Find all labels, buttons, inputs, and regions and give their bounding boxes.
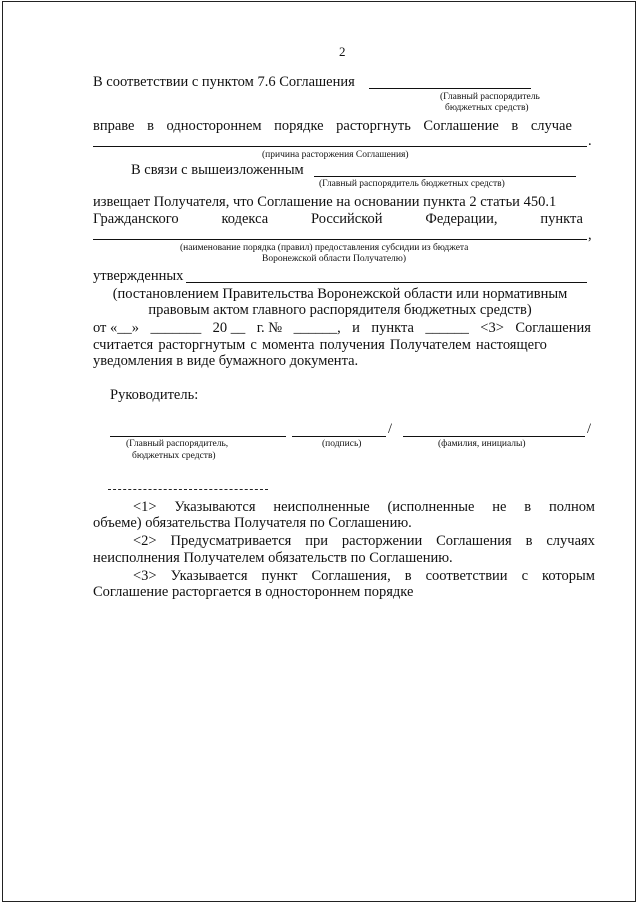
date-field: пункта — [371, 320, 414, 336]
p1-reason-caption: (причина расторжения Соглашения) — [262, 150, 409, 160]
p2-comma: , — [588, 227, 592, 243]
p2-line1: извещает Получателя, что Соглашение на основании пункта 2 статьи 450.1 — [93, 194, 557, 210]
word: одностороннем — [166, 118, 262, 134]
date-field: г. № — [256, 320, 283, 336]
sign-slash-2: / — [587, 421, 592, 437]
word: которым — [542, 568, 595, 584]
date-field: 20 __ — [212, 320, 246, 336]
date-field: <3> — [480, 320, 504, 336]
word: неисполненные — [273, 499, 370, 515]
sign-name-caption: (фамилия, инициалы) — [438, 439, 526, 449]
p2-order-caption-a: (наименование порядка (правил) предоставления субсидии из бюджета — [180, 243, 469, 253]
p1-gr-caption2: бюджетных средств) — [445, 103, 529, 113]
date-field: Соглашения — [515, 320, 591, 336]
word: в — [524, 499, 532, 515]
page-number: 2 — [339, 44, 346, 59]
p2-line5: считается расторгнутым с момента получения Получателем настоящего — [93, 337, 547, 353]
sign-signature-blank — [292, 436, 386, 437]
signature-head: Руководитель: — [110, 387, 199, 403]
p2-approved: утвержденных — [93, 268, 184, 284]
date-field: ______ — [425, 320, 469, 336]
sign-gr-caption1: (Главный распорядитель, — [126, 439, 229, 449]
p2-order-caption-b: Воронежской области Получателю) — [262, 254, 407, 264]
word: (исполненные — [387, 499, 475, 515]
date-field: ______, — [293, 320, 341, 336]
word: Указывается — [170, 568, 248, 584]
p2-decree2: правовым актом главного распорядителя бюджетных средств) — [148, 302, 532, 318]
word: вправе — [93, 118, 135, 134]
word: Гражданского — [93, 211, 179, 227]
word: Соглашения, — [311, 568, 391, 584]
date-field: от «__» — [93, 320, 140, 336]
p1-gr-blank — [369, 88, 531, 89]
word: Федерации, — [425, 211, 498, 227]
word: в — [404, 568, 412, 584]
word: полном — [548, 499, 595, 515]
p1-line2 — [93, 118, 572, 134]
p2-approved-blank — [186, 282, 587, 283]
p2-date-line — [93, 320, 591, 336]
word: кодекса — [221, 211, 269, 227]
p1-gr-caption1: (Главный распорядитель — [440, 92, 540, 102]
footnote-3-line2: Соглашение расторгается в одностороннем порядке — [93, 584, 414, 600]
footnote-1-line2: объеме) обязательства Получателя по Соглашению. — [93, 515, 412, 531]
date-field: и — [352, 320, 360, 336]
p2-decree1: (постановлением Правительства Воронежской области или нормативным — [112, 286, 568, 302]
page-frame — [2, 1, 636, 902]
word: <1> — [133, 499, 157, 515]
word: пункта — [540, 211, 583, 227]
word: Предусматривается — [170, 533, 292, 549]
word: Российской — [311, 211, 383, 227]
footnote-2-line1 — [133, 533, 595, 549]
p1-lead: В соответствии с пунктом 7.6 Соглашения — [93, 74, 355, 90]
word: расторгнуть — [336, 118, 411, 134]
word: в — [147, 118, 154, 134]
p2-gr-blank — [314, 176, 576, 177]
word: при — [305, 533, 329, 549]
word: не — [492, 499, 507, 515]
sign-name-blank — [403, 436, 585, 437]
word: <3> — [133, 568, 157, 584]
sign-slash-1: / — [388, 421, 393, 437]
p1-reason-blank — [93, 146, 587, 147]
word: в — [511, 118, 519, 134]
sign-signature-caption: (подпись) — [322, 439, 362, 449]
footnote-1-line1 — [133, 499, 595, 515]
p2-gr-caption: (Главный распорядитель бюджетных средств) — [319, 179, 505, 189]
word: случаях — [546, 533, 595, 549]
p2-lead: В связи с вышеизложенным — [131, 162, 304, 178]
sign-gr-caption2: бюджетных средств) — [132, 451, 216, 461]
word: в — [525, 533, 533, 549]
footnote-3-line1 — [133, 568, 595, 584]
word: Соглашения — [436, 533, 512, 549]
word: пункт — [261, 568, 298, 584]
word: случае — [530, 118, 572, 134]
word: порядке — [274, 118, 324, 134]
footnote-separator — [108, 489, 268, 490]
p1-period: . — [588, 133, 592, 149]
p2-line6: уведомления в виде бумажного документа. — [93, 353, 359, 369]
word: Указываются — [174, 499, 256, 515]
footnote-2-line2: неисполнения Получателем обязательств по Соглашению. — [93, 550, 453, 566]
p2-order-blank — [93, 239, 587, 240]
word: расторжении — [341, 533, 423, 549]
sign-gr-blank — [110, 436, 286, 437]
date-field: _______ — [150, 320, 202, 336]
word: соответствии — [425, 568, 508, 584]
word: с — [521, 568, 529, 584]
word: <2> — [133, 533, 157, 549]
word: Соглашение — [423, 118, 499, 134]
p2-line2 — [93, 211, 583, 227]
